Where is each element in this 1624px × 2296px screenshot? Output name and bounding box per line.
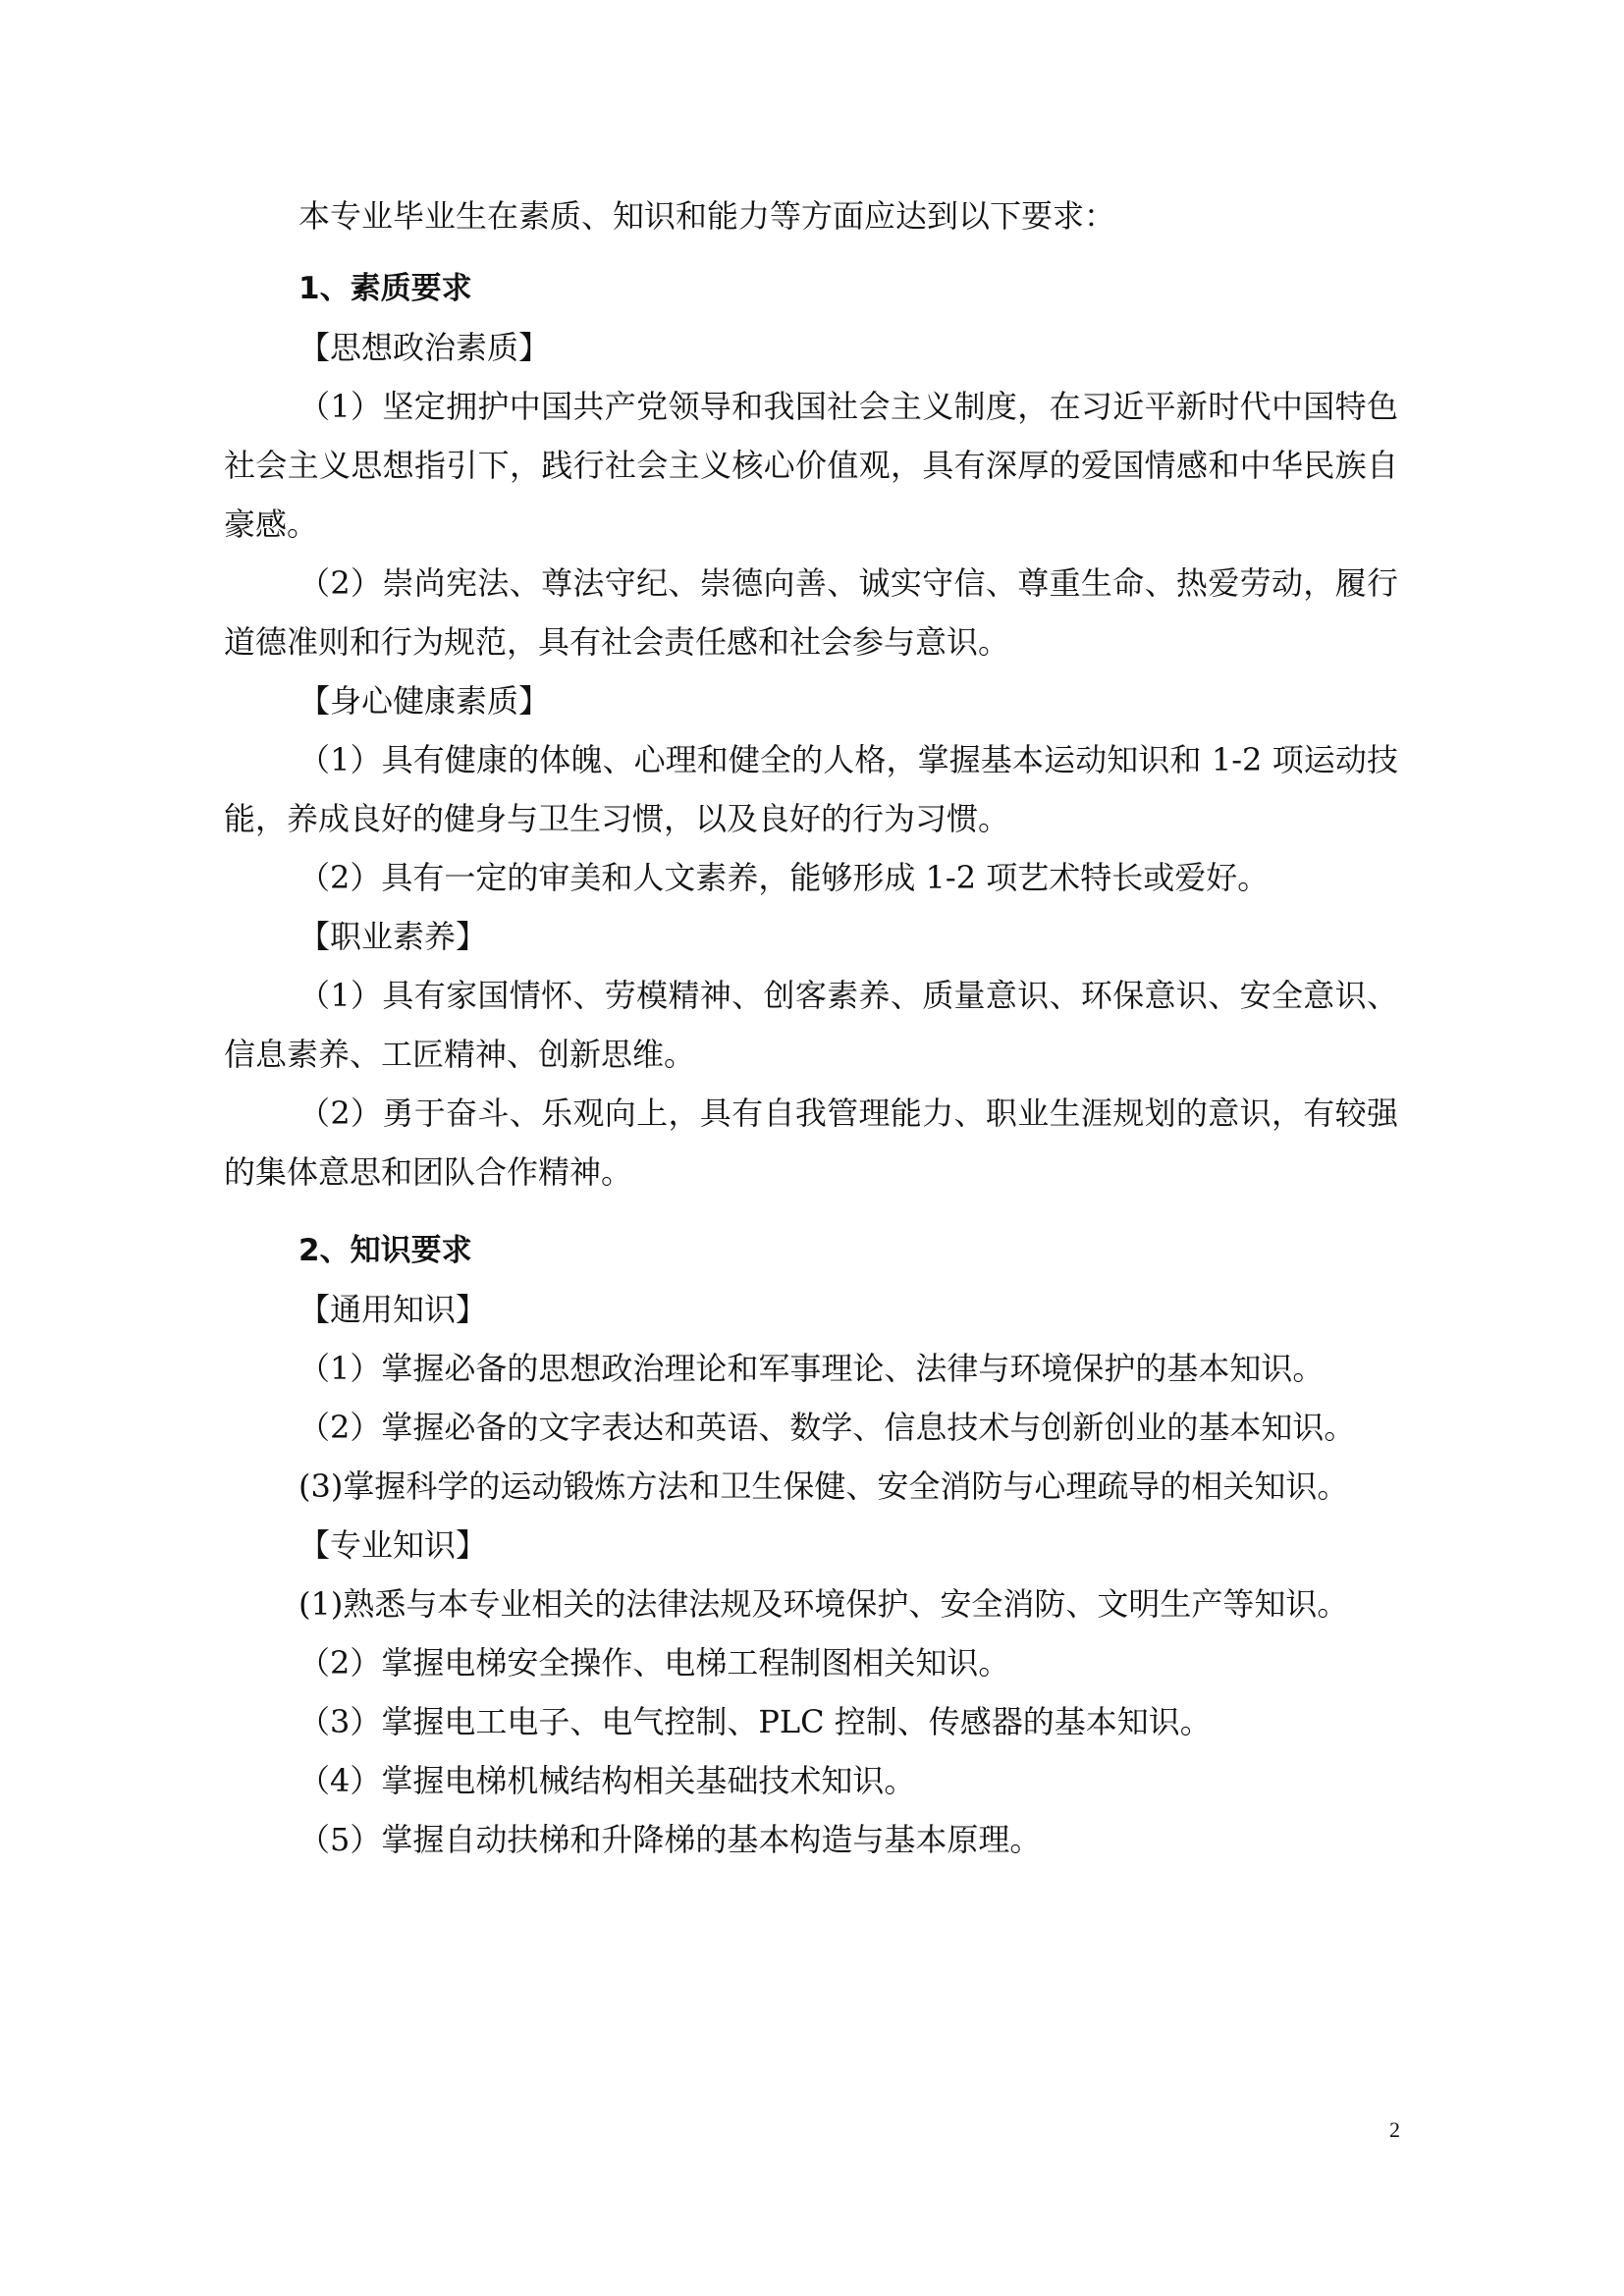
group-title-specialized: 【专业知识】: [298, 1526, 488, 1564]
page-content: [224, 187, 1398, 1869]
page-number: 2: [1389, 2117, 1400, 2142]
list-item: (3)掌握科学的运动锻炼方法和卫生保健、安全消防与心理疏导的相关知识。: [298, 1468, 1349, 1505]
list-item: （3）掌握电工电子、电气控制、PLC 控制、传感器的基本知识。: [298, 1703, 1212, 1740]
list-item: (1)熟悉与本专业相关的法律法规及环境保护、安全消防、文明生产等知识。: [298, 1585, 1349, 1623]
group-title-professional: 【职业素养】: [298, 918, 488, 955]
list-item: （1）坚定拥护中国共产党领导和我国社会主义制度，在习近平新时代中国特色社会主义思想指引下，践行社会主义核心价值观，具有深厚的爱国情感和中华民族自豪感。: [224, 388, 1398, 543]
section-heading-quality: 1、素质要求: [298, 271, 472, 306]
section-heading-knowledge: 2、知识要求: [298, 1233, 472, 1268]
list-item: （1）具有家国情怀、劳模精神、创客素养、质量意识、环保意识、安全意识、信息素养、工匠精神、创新思维。: [224, 977, 1398, 1073]
list-item: （1）具有健康的体魄、心理和健全的人格，掌握基本运动知识和 1-2 项运动技能，养成良好的健身与卫生习惯，以及良好的行为习惯。: [224, 741, 1398, 837]
list-item: （2）掌握电梯安全操作、电梯工程制图相关知识。: [298, 1644, 1010, 1682]
intro-paragraph: 本专业毕业生在素质、知识和能力等方面应达到以下要求：: [298, 197, 1116, 235]
list-item: （5）掌握自动扶梯和升降梯的基本构造与基本原理。: [298, 1821, 1042, 1858]
group-title-health: 【身心健康素质】: [298, 682, 551, 720]
list-item: （2）掌握必备的文字表达和英语、数学、信息技术与创新创业的基本知识。: [298, 1409, 1356, 1446]
list-item: （1）掌握必备的思想政治理论和军事理论、法律与环境保护的基本知识。: [298, 1350, 1325, 1387]
list-item: （2）崇尚宪法、尊法守纪、崇德向善、诚实守信、尊重生命、热爱劳动，履行道德准则和行为规范，具有社会责任感和社会参与意识。: [224, 564, 1398, 661]
group-title-general: 【通用知识】: [298, 1291, 488, 1328]
group-title-political: 【思想政治素质】: [298, 329, 551, 366]
list-item: （2）勇于奋斗、乐观向上，具有自我管理能力、职业生涯规划的意识，有较强的集体意思和团队合作精神。: [224, 1095, 1398, 1191]
list-item: （4）掌握电梯机械结构相关基础技术知识。: [298, 1762, 916, 1799]
list-item: （2）具有一定的审美和人文素养，能够形成 1-2 项艺术特长或爱好。: [298, 859, 1270, 896]
